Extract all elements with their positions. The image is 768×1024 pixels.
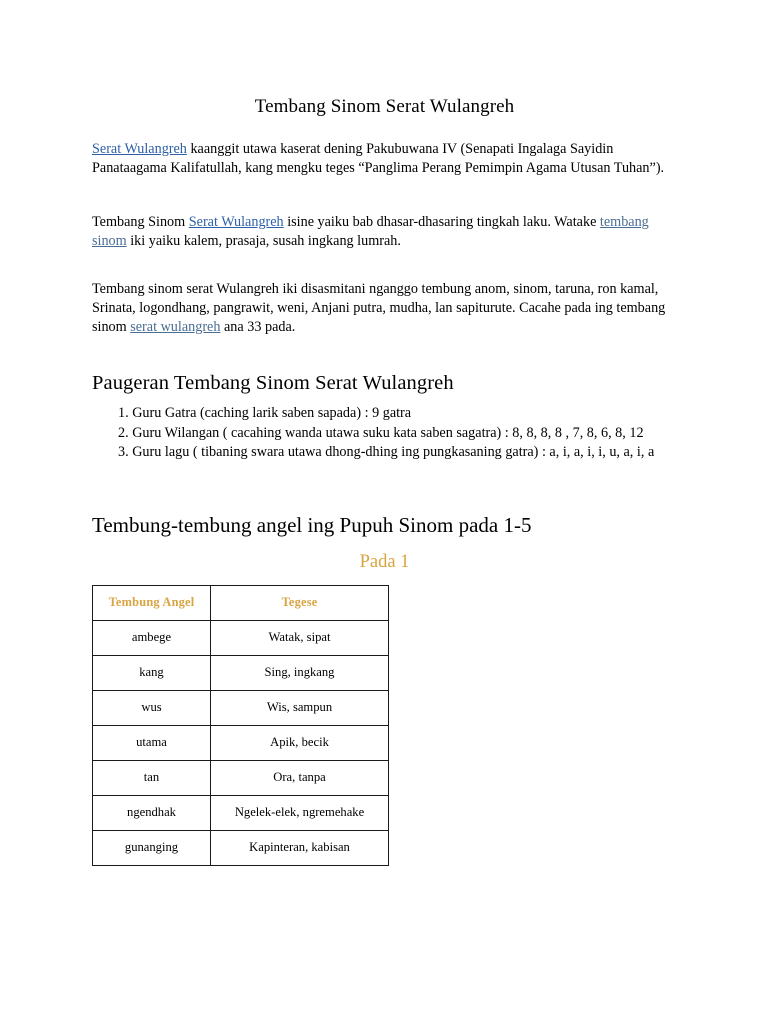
- list-item: 1. Guru Gatra (caching larik saben sapada) : 9 gatra: [118, 405, 412, 422]
- table-row: [93, 655, 389, 690]
- table-row: [93, 620, 389, 655]
- intro-paragraph: [92, 140, 677, 177]
- description-mid: isine yaiku bab dhasar-dhasaring tingkah laku. Watake: [283, 214, 600, 231]
- cell-tembung: wus: [93, 690, 211, 725]
- cell-tembung: tan: [93, 760, 211, 795]
- table-header-row: [93, 585, 389, 620]
- spacer: [92, 336, 677, 372]
- list-item: 2. Guru Wilangan ( cacahing wanda utawa suku kata saben sagatra) : 8, 8, 8, 8 , 7, 8, 6, 8, 12: [118, 424, 644, 441]
- page-title: Tembang Sinom Serat Wulangreh: [254, 96, 515, 117]
- spacer: [92, 499, 677, 513]
- table-row: [93, 690, 389, 725]
- link-tembang-sinom[interactable]: tembang sinom: [92, 214, 649, 249]
- description-lead: Tembang Sinom: [92, 214, 189, 231]
- section-heading-tembung: Tembung-tembung angel ing Pupuh Sinom pada 1-5: [92, 512, 532, 537]
- cell-tegese: Apik, becik: [211, 725, 389, 760]
- intro-paragraph-text: kaanggit utawa kaserat dening Pakubuwana IV (Senapati Ingalaga Sayidin Panataagama Kalifatullah, kang mengku teges “Panglima Perang Pemimpin Agama Utusan Tuhan”).: [92, 141, 665, 176]
- section-heading-paugeran: Paugeran Tembang Sinom Serat Wulangreh: [92, 372, 454, 395]
- tembung-angel-table: [92, 585, 389, 866]
- table-row: [93, 760, 389, 795]
- spacer: [92, 463, 677, 499]
- sasmita-lead: Tembang sinom serat Wulangreh iki disasmitani nganggo tembung anom, sinom, taruna, ron kamal, Srinata, logondhang, pangrawit, weni, Anjani putra, mudha, lan sapiturute. Cacahe pada ing tembang sinom: [92, 281, 666, 335]
- table-row: [93, 795, 389, 830]
- spacer: [92, 177, 677, 213]
- cell-tegese: Wis, sampun: [211, 690, 389, 725]
- cell-tegese: Kapinteran, kabisan: [211, 830, 389, 865]
- sasmita-paragraph: [92, 280, 677, 336]
- pada-label: Pada 1: [359, 551, 410, 572]
- link-serat-wulangreh-3[interactable]: serat wulangreh: [130, 318, 221, 335]
- description-paragraph: [92, 213, 677, 250]
- sasmita-tail: ana 33 pada.: [220, 318, 296, 335]
- cell-tembung: utama: [93, 725, 211, 760]
- paugeran-list: [92, 404, 677, 463]
- spacer: [92, 250, 677, 280]
- cell-tembung: kang: [93, 655, 211, 690]
- list-item: 3. Guru lagu ( tibaning swara utawa dhong-dhing ing pungkasaning gatra) : a, i, a, i, i, u, a, i, a: [118, 444, 655, 461]
- cell-tegese: Watak, sipat: [211, 620, 389, 655]
- link-serat-wulangreh-2[interactable]: Serat Wulangreh: [188, 214, 284, 231]
- cell-tembung: gunanging: [93, 830, 211, 865]
- cell-tembung: ambege: [93, 620, 211, 655]
- table-row: [93, 830, 389, 865]
- cell-tembung: ngendhak: [93, 795, 211, 830]
- description-tail: iki yaiku kalem, prasaja, susah ingkang lumrah.: [126, 232, 401, 249]
- column-header-tembung-angel: Tembung Angel: [93, 585, 211, 620]
- document-body: [92, 96, 677, 866]
- cell-tegese: Ngelek-elek, ngremehake: [211, 795, 389, 830]
- cell-tegese: Ora, tanpa: [211, 760, 389, 795]
- table-row: [93, 725, 389, 760]
- column-header-tegese: Tegese: [211, 585, 389, 620]
- link-serat-wulangreh-1[interactable]: Serat Wulangreh: [92, 141, 187, 157]
- cell-tegese: Sing, ingkang: [211, 655, 389, 690]
